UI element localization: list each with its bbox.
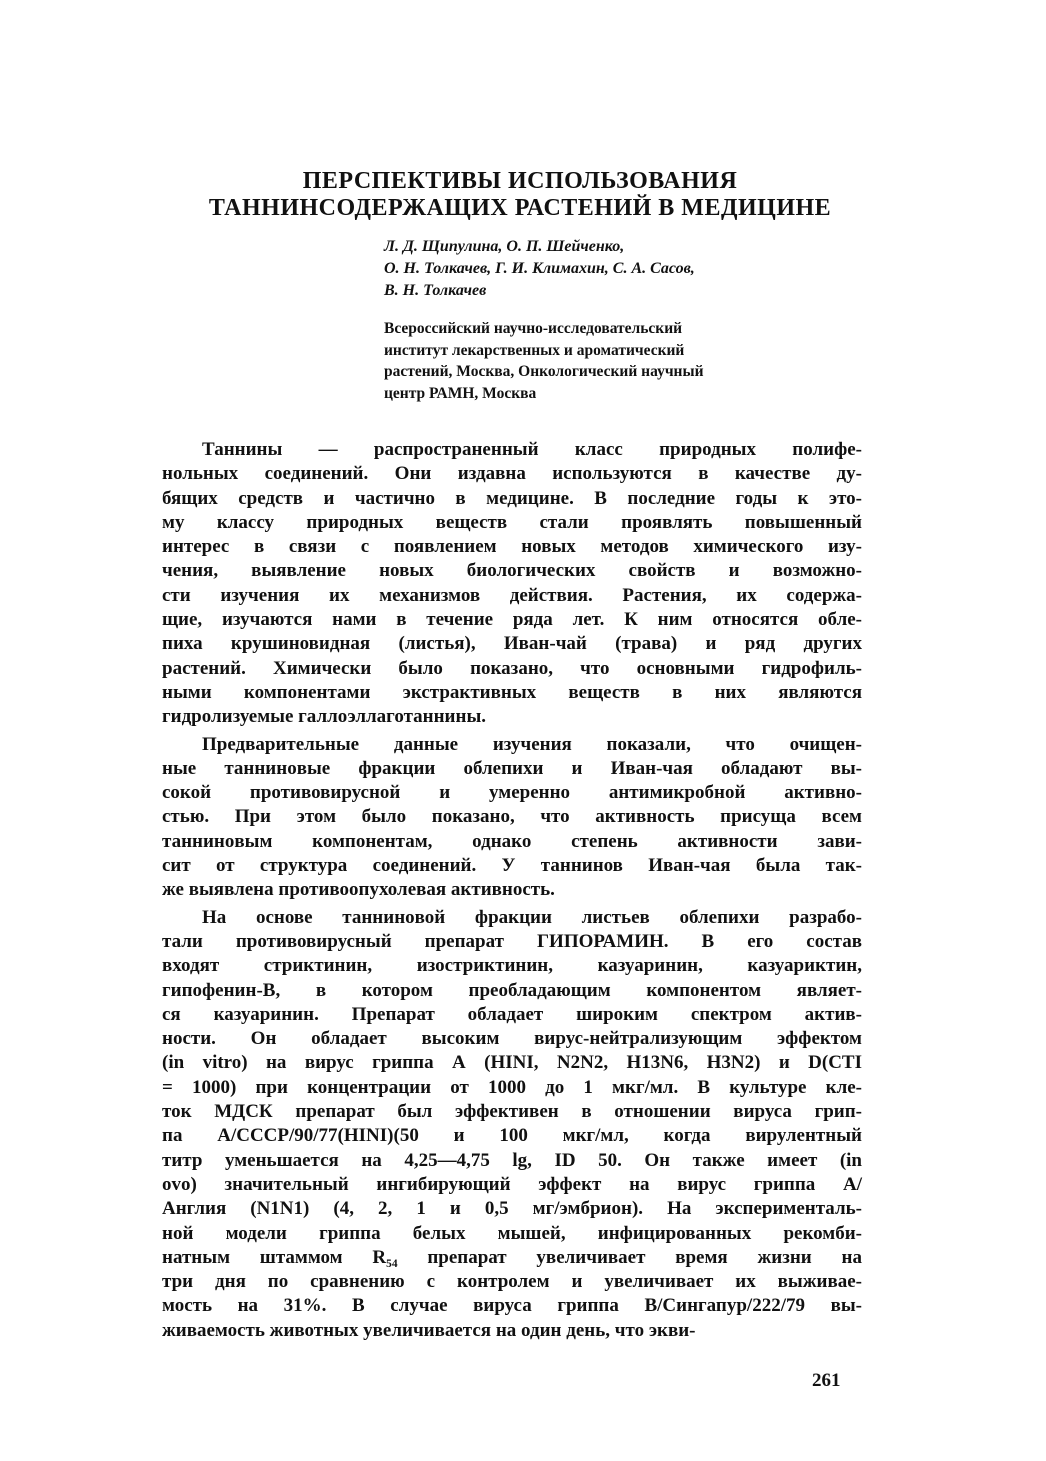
text-line: Предварительные данные изучения показали, что очищен- bbox=[202, 733, 862, 755]
affiliation-block bbox=[384, 318, 864, 405]
text-line: ные таннинoвые фракции облепихи и Иван-чая обладают вы- bbox=[162, 757, 862, 779]
text-line: ными компонентами экстрактивных веществ в них являются bbox=[162, 681, 862, 703]
text-line: ной модели гриппа белых мышей, инфицированных рекомби- bbox=[162, 1222, 862, 1244]
text-line: гидролизуемые галлоэллаготаннины. bbox=[162, 706, 487, 728]
text-line: щие, изучаются нами в течение ряда лет. К ним относятся обле- bbox=[162, 609, 862, 631]
text-line: бящих средств и частично в медицине. В последние годы к это- bbox=[162, 487, 862, 509]
text-line: ся казуаринин. Препарат обладает широким спектром актив- bbox=[162, 1003, 862, 1025]
text-line: три дня по сравнению с контролем и увеличивает их выживае- bbox=[162, 1271, 862, 1293]
paragraph-2 bbox=[162, 733, 862, 903]
text-line: сокой противовирусной и умеренно антимикробной активно- bbox=[162, 782, 862, 804]
text-line: натным штаммом R₅₄ препарат увеличивает время жизни на bbox=[162, 1246, 862, 1268]
article-title-line-1: ПЕРСПЕКТИВЫ ИСПОЛЬЗОВАНИЯ bbox=[302, 168, 738, 194]
affiliation-line: центр РАМН, Москва bbox=[384, 385, 537, 403]
text-line: мость на 31%. В случае вируса гриппа В/Сингапур/222/79 вы- bbox=[162, 1295, 862, 1317]
text-line: стью. При этом было показано, что активность присуща всем bbox=[162, 806, 862, 828]
text-line: ток МДСК препарат был эффективен в отношении вируса грип- bbox=[162, 1101, 862, 1123]
text-line: (in vitro) на вирус гриппа А (HINI, N2N2, H13N6, H3N2) и D(CTI bbox=[162, 1052, 862, 1074]
authors-line: В. Н. Толкачев bbox=[384, 282, 487, 299]
affiliation-line: растений, Москва, Онкологический научный bbox=[384, 363, 704, 381]
authors-block bbox=[384, 236, 864, 302]
text-line: гипофенин-В, в котором преобладающим компонентом являет- bbox=[162, 979, 862, 1001]
text-line: пиха крушиновидная (листья), Иван-чай (трава) и ряд других bbox=[162, 633, 862, 655]
text-line: му классу природных веществ стали проявлять повышенный bbox=[162, 511, 862, 533]
text-line: нольных соединений. Они издавна используются в качестве ду- bbox=[162, 463, 862, 485]
paragraph-1 bbox=[162, 438, 862, 730]
article-title-line-2: ТАННИНСОДЕРЖАЩИХ РАСТЕНИЙ В МЕДИЦИНЕ bbox=[208, 195, 832, 221]
paragraph-3 bbox=[162, 906, 862, 1343]
text-line: сти изучения их механизмов действия. Растения, их содержа- bbox=[162, 584, 862, 606]
text-line: растений. Химически было показано, что основными гидрофиль- bbox=[162, 657, 862, 679]
article-body bbox=[162, 438, 862, 1343]
text-line: Англия (N1N1) (4, 2, 1 и 0,5 мг/эмбрион). На эксперименталь- bbox=[162, 1198, 862, 1220]
text-line: Таннины — распространенный класс природных полифе- bbox=[202, 439, 862, 460]
page-number: 261 bbox=[812, 1370, 841, 1391]
affiliation-line: институт лекарственных и ароматический bbox=[384, 341, 685, 359]
affiliation-line: Всероссийский научно-исследовательский bbox=[384, 320, 683, 337]
text-line: же выявлена противоопухолевая активность. bbox=[162, 879, 555, 901]
text-line: живаемость животных увеличивается на один день, что экви- bbox=[162, 1319, 696, 1341]
text-line: интерес в связи с появлением новых методов химического изу- bbox=[162, 536, 862, 558]
text-line: На основе таннинoвой фракции листьев облепихи разрабо- bbox=[202, 906, 862, 928]
text-line: тали противовирусный препарат ГИПОРАМИН. В его состав bbox=[162, 930, 862, 952]
text-line: входят стриктинин, изостриктинин, казуаринин, казуариктин, bbox=[162, 955, 862, 977]
text-line: чения, выявление новых биологических свойств и возможно- bbox=[162, 560, 862, 582]
text-line: па А/СССР/90/77(HINI)(50 и 100 мкг/мл, когда вирулентный bbox=[162, 1125, 862, 1147]
text-line: = 1000) при концентрации от 1000 до 1 мкг/мл. В культуре кле- bbox=[162, 1076, 862, 1098]
authors-line: Л. Д. Щипулина, О. П. Шейченко, bbox=[384, 238, 625, 255]
text-line: таннинoвым компонентам, однако степень активности зави- bbox=[162, 830, 862, 852]
text-line: сит от структура соединений. У таннинов Иван-чая была так- bbox=[162, 855, 862, 877]
text-line: титр уменьшается на 4,25—4,75 lg, ID 50. Он также имеет (in bbox=[162, 1149, 862, 1171]
text-line: ности. Он обладает высоким вирус-нейтрализующим эффектом bbox=[162, 1028, 862, 1050]
text-line: ovo) значительный ингибирующий эффект на вирус гриппа А/ bbox=[162, 1173, 862, 1195]
authors-line: О. Н. Толкачев, Г. И. Климахин, С. А. Сасов, bbox=[384, 260, 695, 277]
